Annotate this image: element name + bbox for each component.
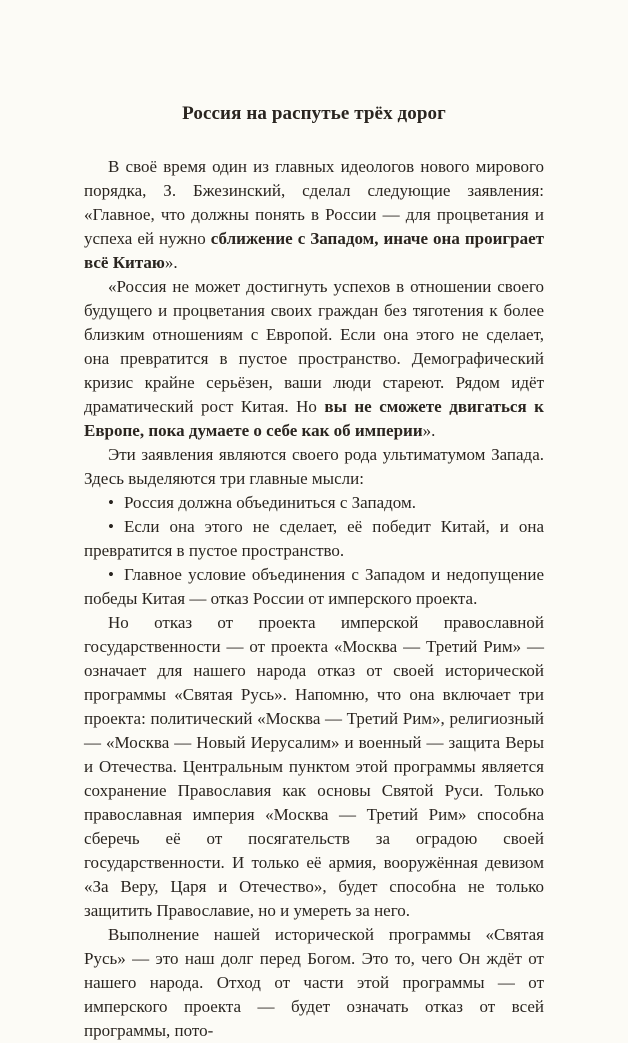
paragraph-1 bbox=[84, 155, 544, 275]
bullet-item-3 bbox=[84, 563, 544, 611]
paragraph-1-text-a: В своё время один из главных идеологов нового мирового порядка, З. Бжезинский, сделал следующие заявления: «Главное, что должны понять в России — для процветания и успеха ей нужно bbox=[84, 157, 544, 248]
chapter-title: Россия на распутье трёх дорог bbox=[182, 103, 446, 124]
bullet-mark: • bbox=[108, 565, 114, 584]
paragraph-2 bbox=[84, 275, 544, 443]
bullet-item-2-text: Если она этого не сделает, её победит Китай, и она превратится в пустое пространство. bbox=[84, 517, 544, 560]
bullet-item-1-text: Россия должна объединиться с Западом. bbox=[124, 493, 416, 512]
paragraph-1-bold: сближение с Западом, иначе она проиграет всё Китаю bbox=[84, 229, 544, 272]
bullet-item-1 bbox=[84, 491, 544, 515]
bullet-mark: • bbox=[108, 517, 114, 536]
bullet-item-2 bbox=[84, 515, 544, 563]
paragraph-1-text-b: ». bbox=[164, 253, 178, 272]
paragraph-5: Выполнение нашей исторической программы «Святая Русь» — это наш долг перед Богом. Это то, чего Он ждёт от нашего народа. Отход от части этой программы — от имперского проекта — будет означать отказ от всей программы, пото- bbox=[84, 925, 544, 1040]
bullet-mark: • bbox=[108, 493, 114, 512]
paragraph-2-text-a: «Россия не может достигнуть успехов в отношении своего будущего и процветания своих граждан без тяготения к более близким отношениям с Европой. Если она этого не сделает, она превратится в пустое пространство. Демографический кризис крайне серьёзен, ваши люди стареют. Рядом идёт драматический рост Китая. Но bbox=[84, 277, 544, 416]
chapter-body bbox=[84, 155, 544, 1043]
paragraph-3: Эти заявления являются своего рода ультиматумом Запада. Здесь выделяются три главные мысли: bbox=[84, 445, 544, 488]
bullet-item-3-text: Главное условие объединения с Западом и недопущение победы Китая — отказ России от имперского проекта. bbox=[84, 565, 544, 608]
paragraph-4: Но отказ от проекта имперской православной государственности — от проекта «Москва — Третий Рим» — означает для нашего народа отказ от своей исторической программы «Святая Русь». Напомню, что она включает три проекта: политический «Москва — Третий Рим», религиозный — «Москва — Новый Иерусалим» и военный — защита Веры и Отечества. Центральным пунктом этой программы является сохранение Православия как основы Святой Руси. Только православная империя «Москва — Третий Рим» способна сберечь её от посягательств за оградою своей государственности. И только её армия, вооружённая девизом «За Веру, Царя и Отечество», будет способна не только защитить Православие, но и умереть за него. bbox=[84, 613, 544, 920]
paragraph-2-bold: вы не сможете двигаться к Европе, пока думаете о себе как об империи bbox=[84, 397, 544, 440]
paragraph-2-text-b: ». bbox=[422, 421, 436, 440]
